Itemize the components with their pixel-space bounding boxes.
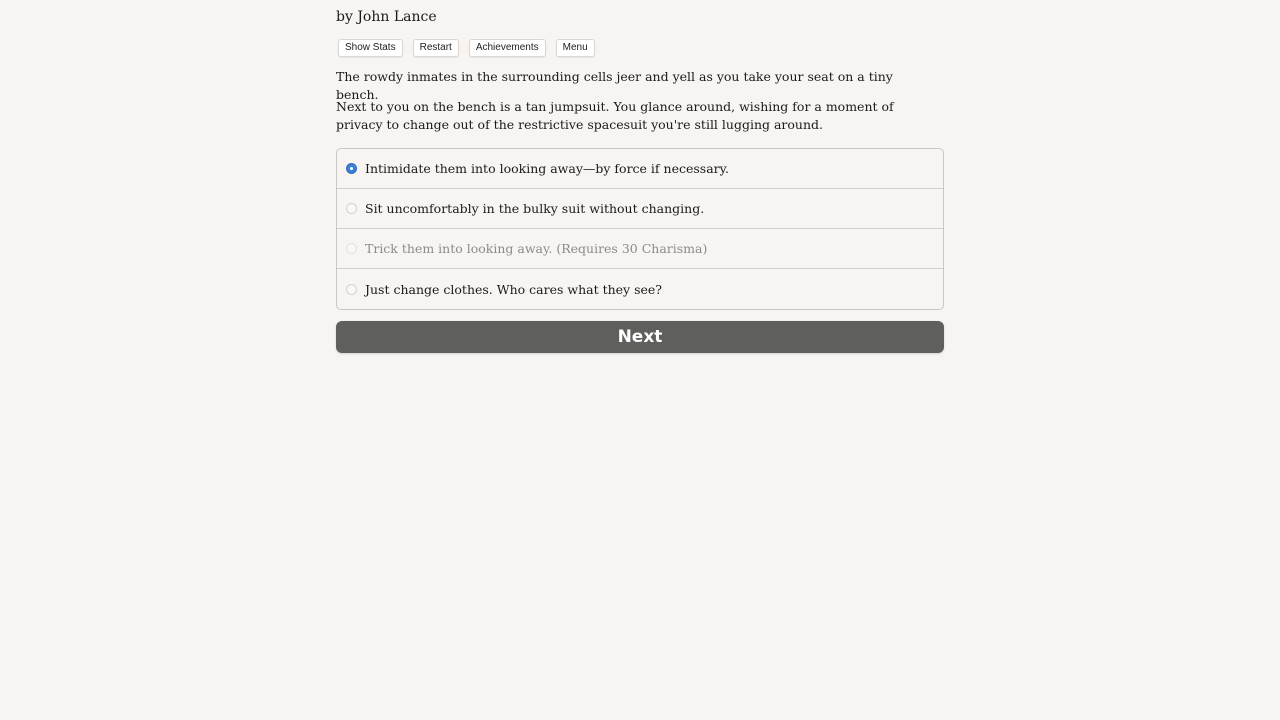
- author-byline: by John Lance: [336, 9, 437, 25]
- choice-option-3-disabled: [337, 229, 943, 269]
- next-button[interactable]: Next: [336, 321, 944, 353]
- radio-unselected-icon[interactable]: [346, 203, 357, 214]
- choice-list: [336, 148, 944, 310]
- menu-button[interactable]: Menu: [556, 39, 595, 57]
- choice-label: Intimidate them into looking away—by force if necessary.: [365, 161, 730, 176]
- choice-label: Sit uncomfortably in the bulky suit without changing.: [365, 201, 705, 216]
- toolbar: [338, 39, 595, 57]
- radio-unselected-icon[interactable]: [346, 284, 357, 295]
- choice-option-4[interactable]: [337, 269, 943, 309]
- show-stats-button[interactable]: Show Stats: [338, 39, 403, 57]
- radio-selected-icon[interactable]: [346, 163, 357, 174]
- story-paragraph-1: The rowdy inmates in the surrounding cells jeer and yell as you take your seat on a tiny bench.: [336, 69, 893, 102]
- choice-label: Just change clothes. Who cares what they see?: [365, 281, 662, 297]
- achievements-button[interactable]: Achievements: [469, 39, 546, 57]
- choice-option-2[interactable]: [337, 189, 943, 229]
- restart-button[interactable]: Restart: [413, 39, 459, 57]
- radio-disabled-icon: [346, 243, 357, 254]
- story-paragraph-2: Next to you on the bench is a tan jumpsuit. You glance around, wishing for a moment of privacy to change out of the restrictive spacesuit you're still lugging around.: [336, 99, 894, 132]
- choice-option-1[interactable]: [337, 149, 943, 189]
- choice-label: Trick them into looking away. (Requires 30 Charisma): [365, 241, 708, 256]
